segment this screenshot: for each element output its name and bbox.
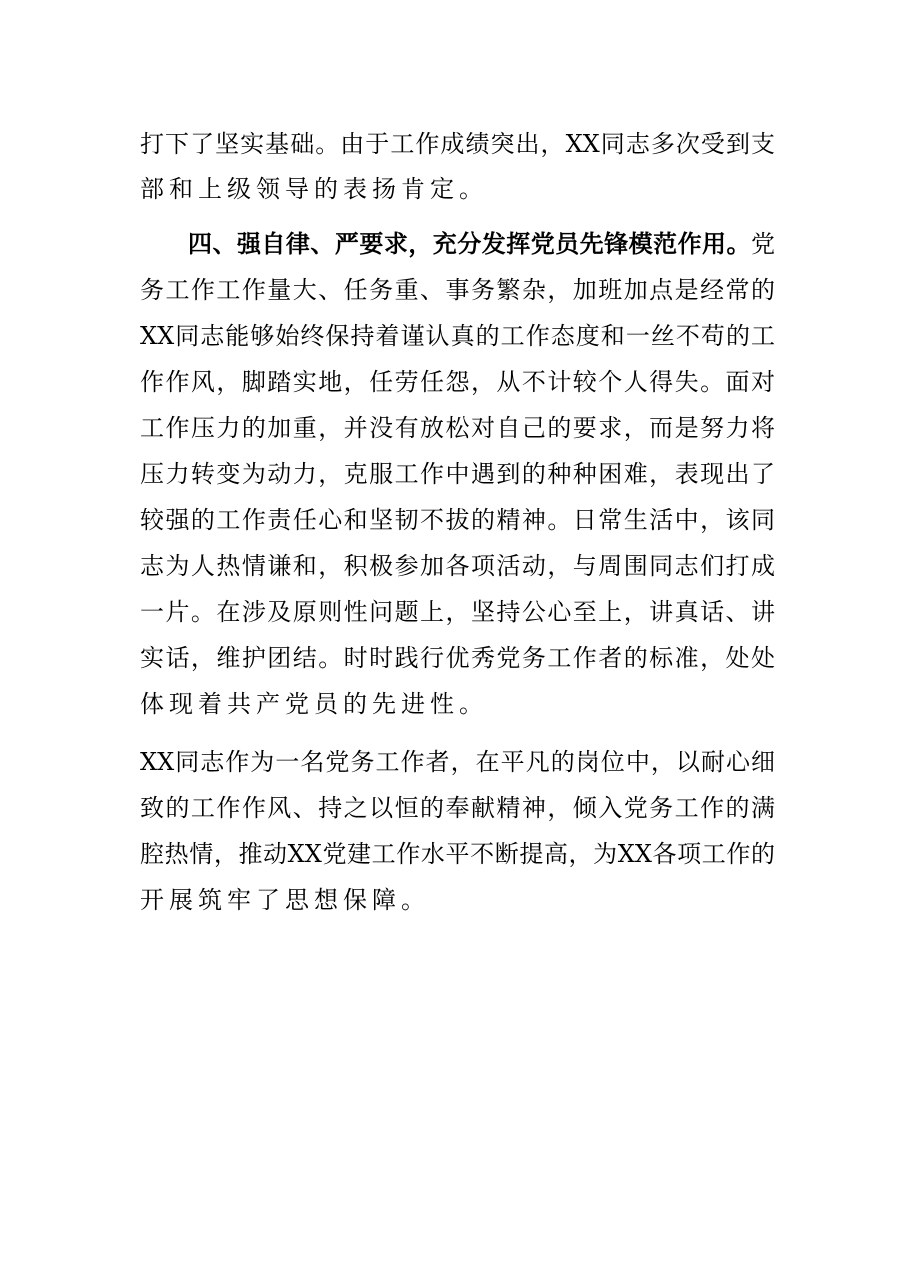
paragraph-1-line-1: 打下了坚实基础。由于工作成绩突出，XX同志多次受到支 — [140, 130, 775, 158]
paragraph-2-line-10: 实话，维护团结。时时践行优秀党务工作者的标准，处处 — [140, 644, 775, 672]
paragraph-2-first-line — [188, 224, 775, 264]
paragraph-3-line-1: XX同志作为一名党务工作者，在平凡的岗位中，以耐心细 — [140, 748, 775, 776]
paragraph-2-line-8: 志为人热情谦和，积极参加各项活动，与周围同志们打成 — [140, 552, 775, 580]
paragraph-2-line-11: 体现着共产党员的先进性。 — [140, 690, 488, 718]
paragraph-2-line-6: 压力转变为动力，克服工作中遇到的种种困难，表现出了 — [140, 460, 775, 488]
paragraph-2-line-7: 较强的工作责任心和坚韧不拔的精神。日常生活中，该同 — [140, 506, 775, 534]
paragraph-1-line-2: 部和上级领导的表扬肯定。 — [140, 175, 488, 203]
section-heading: 四、强自律、严要求，充分发挥党员先锋模范作用。 — [188, 229, 751, 258]
paragraph-2-line-4: 作作风，脚踏实地，任劳任怨，从不计较个人得失。面对 — [140, 368, 775, 396]
paragraph-3-line-3: 腔热情，推动XX党建工作水平不断提高，为XX各项工作的 — [140, 840, 775, 868]
paragraph-3-line-2: 致的工作作风、持之以恒的奉献精神，倾入党务工作的满 — [140, 794, 775, 822]
paragraph-3-line-4: 开展筑牢了思想保障。 — [140, 886, 430, 914]
paragraph-2-line-5: 工作压力的加重，并没有放松对自己的要求，而是努力将 — [140, 414, 775, 442]
paragraph-2-line-2: 务工作工作量大、任务重、事务繁杂，加班加点是经常的 — [140, 276, 775, 304]
paragraph-2-line-9: 一片。在涉及原则性问题上，坚持公心至上，讲真话、讲 — [140, 598, 775, 626]
paragraph-2-line-3: XX同志能够始终保持着谨认真的工作态度和一丝不苟的工 — [140, 322, 775, 350]
paragraph-2-first-line-tail: 党 — [751, 230, 775, 258]
